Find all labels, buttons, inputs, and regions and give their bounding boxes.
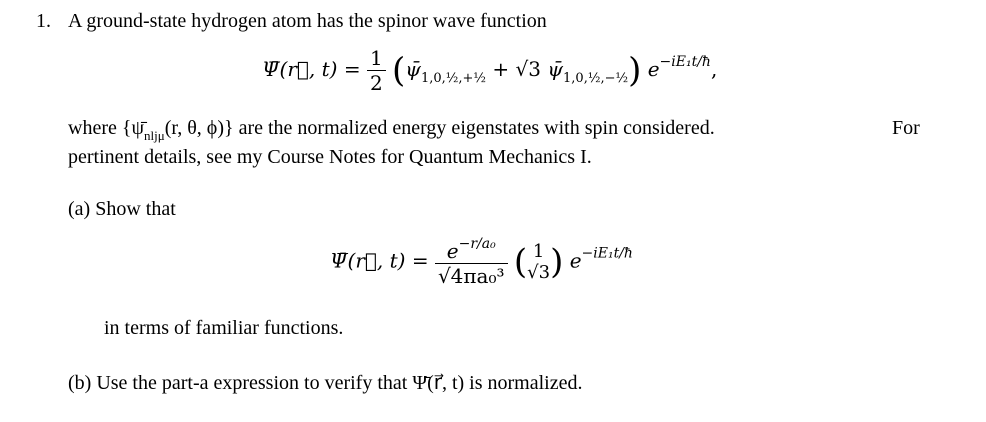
- where-for: For: [892, 117, 920, 139]
- open-paren: (: [392, 50, 406, 91]
- spinor-close-paren: ): [550, 242, 564, 282]
- spinor-bottom: √3: [527, 262, 551, 283]
- where-line-2: pertinent details, see my Course Notes for Quantum Mechanics I.: [68, 146, 592, 168]
- equation2-exp-base: e: [569, 248, 582, 273]
- exp-power: −iE₁t/ħ: [659, 54, 711, 70]
- where-line-1: [68, 116, 715, 148]
- plus-sign: +: [492, 57, 510, 81]
- radial-fraction: [435, 236, 508, 288]
- sqrt-three: √3: [515, 57, 541, 81]
- spinor-top: 1: [532, 241, 545, 262]
- equation2-lhs: Ψ̄(r⃗, t) =: [330, 248, 429, 273]
- problem-number: 1.: [36, 10, 51, 32]
- where-subscript: nljμ: [143, 128, 165, 143]
- psi-down-subscript: 1,0,½,−½: [563, 71, 629, 86]
- where-text-end: (r, θ, ϕ)} are the normalized energy eigenstates with spin considered.: [164, 117, 715, 139]
- psi-up-symbol: ψ̄: [405, 57, 421, 81]
- part-a-after: in terms of familiar functions.: [104, 317, 344, 339]
- radial-denominator: √4πa₀³: [435, 263, 508, 288]
- trailing-comma: ,: [710, 57, 718, 81]
- part-a-label: (a) Show that: [68, 198, 176, 220]
- problem-intro: A ground-state hydrogen atom has the spinor wave function: [68, 10, 547, 32]
- equation2-exp-power: −iE₁t/ħ: [581, 245, 633, 262]
- part-a-equation: [330, 236, 633, 288]
- exp-base: e: [647, 57, 660, 81]
- spinor-column: [527, 241, 550, 283]
- where-text-start: where {ψ̄: [68, 117, 144, 139]
- radial-numerator: [444, 236, 499, 263]
- equation1-lhs: Ψ̄(r⃗, t) =: [262, 57, 361, 81]
- psi-up-subscript: 1,0,½,+½: [420, 71, 487, 86]
- equation1-coefficient: [367, 46, 386, 95]
- radial-exp-base: e: [446, 239, 459, 263]
- spinor-open-paren: (: [513, 242, 528, 282]
- part-b: (b) Use the part-a expression to verify that Ψ̄(r⃗, t) is normalized.: [68, 372, 583, 394]
- coefficient-denominator: 2: [367, 70, 386, 95]
- close-paren: ): [628, 50, 642, 91]
- spinor-equation: [262, 46, 717, 95]
- coefficient-numerator: 1: [369, 46, 383, 70]
- psi-down-symbol: ψ̄: [547, 57, 564, 81]
- radial-exp-power: −r/a₀: [458, 236, 496, 252]
